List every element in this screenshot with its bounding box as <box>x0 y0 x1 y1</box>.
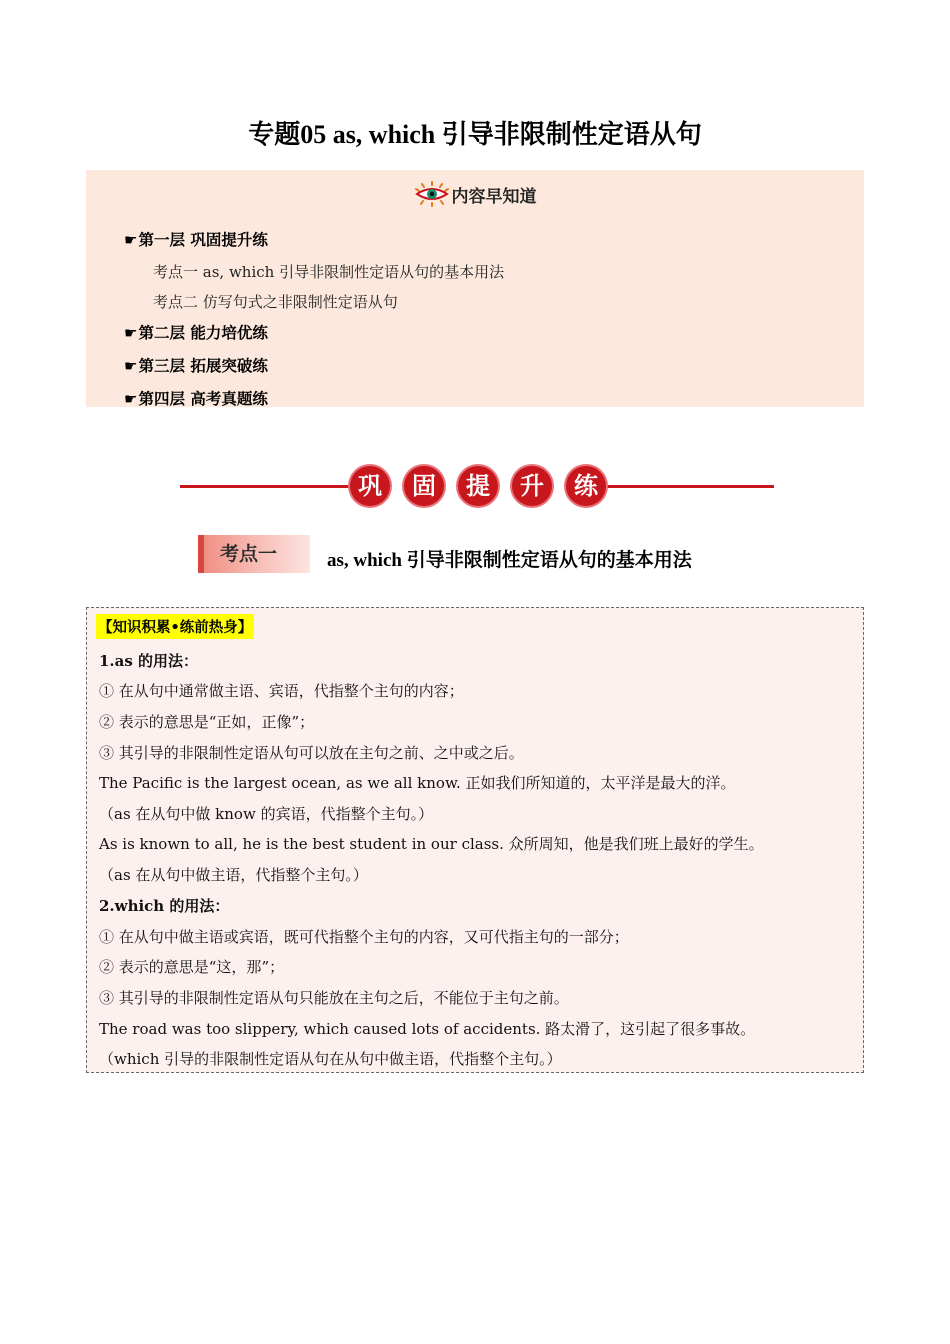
section-title-en: as, which <box>327 550 407 571</box>
pointing-hand-icon: ☛ <box>124 324 138 342</box>
pointing-hand-icon: ☛ <box>124 357 138 375</box>
knowledge-box-label: 【知识积累•练前热身】 <box>96 614 254 639</box>
banner-char: 升 <box>512 466 552 506</box>
box-line: ③ 其引导的非限制性定语从句只能放在主句之后，不能位于主句之前。 <box>99 989 569 1007</box>
toc-sub-2: 考点二 仿写句式之非限制性定语从句 <box>153 293 398 311</box>
box-line: （as 在从句中做主语，代指整个主句。） <box>99 866 368 884</box>
section-tag: 考点一 <box>198 535 310 573</box>
banner-char: 练 <box>566 466 606 506</box>
box-line: ③ 其引导的非限制性定语从句可以放在主句之前、之中或之后。 <box>99 744 524 762</box>
knowledge-box <box>86 607 864 1073</box>
box-line: As is known to all, he is the best student in our class. 众所周知，他是我们班上最好的学生。 <box>99 835 764 853</box>
toc-level-label: 第二层 能力培优练 <box>138 324 268 342</box>
box-line: 2.which 的用法： <box>99 897 230 915</box>
banner-char: 提 <box>458 466 498 506</box>
box-line: （which 引导的非限制性定语从句在从句中做主语，代指整个主句。） <box>99 1050 562 1068</box>
toc-panel <box>86 170 864 407</box>
page-title <box>0 114 950 151</box>
toc-level-label: 第三层 拓展突破练 <box>138 357 268 375</box>
toc-sub-1: 考点一 as, which 引导非限制性定语从句的基本用法 <box>153 263 505 281</box>
banner-char: 固 <box>404 466 444 506</box>
box-line: ② 表示的意思是“正如，正像”； <box>99 713 315 731</box>
toc-level-3 <box>124 354 268 376</box>
box-line: （as 在从句中做 know 的宾语，代指整个主句。） <box>99 805 434 823</box>
pointing-hand-icon: ☛ <box>124 231 138 249</box>
banner-rule-left <box>180 485 350 488</box>
banner-char: 巩 <box>350 466 390 506</box>
toc-level-1 <box>124 228 268 250</box>
box-line: ② 表示的意思是“这，那”； <box>99 958 285 976</box>
eye-icon <box>414 181 450 207</box>
section-banner <box>180 464 774 510</box>
toc-header <box>86 178 864 210</box>
banner-rule-right <box>604 485 774 488</box>
toc-heading: 内容早知道 <box>451 186 537 207</box>
toc-level-label: 第四层 高考真题练 <box>138 390 268 408</box>
box-line: 1.as 的用法： <box>99 652 199 670</box>
box-line: The Pacific is the largest ocean, as we all know. 正如我们所知道的，太平洋是最大的洋。 <box>99 774 736 792</box>
page-title-cn: 引导非限制性定语从句 <box>441 120 702 150</box>
box-line: ① 在从句中做主语或宾语，既可代指整个主句的内容，又可代指主句的一部分； <box>99 928 629 946</box>
page-title-en: 专题05 as, which <box>248 120 442 149</box>
toc-level-2 <box>124 321 268 343</box>
pointing-hand-icon: ☛ <box>124 390 138 408</box>
box-line: The road was too slippery, which caused lots of accidents. 路太滑了，这引起了很多事故。 <box>99 1020 756 1038</box>
section-title-cn: 引导非限制性定语从句的基本用法 <box>406 549 692 571</box>
toc-level-4 <box>124 387 268 409</box>
section-title <box>327 545 692 572</box>
toc-level-label: 第一层 巩固提升练 <box>138 231 268 249</box>
box-line: ① 在从句中通常做主语、宾语，代指整个主句的内容； <box>99 682 464 700</box>
